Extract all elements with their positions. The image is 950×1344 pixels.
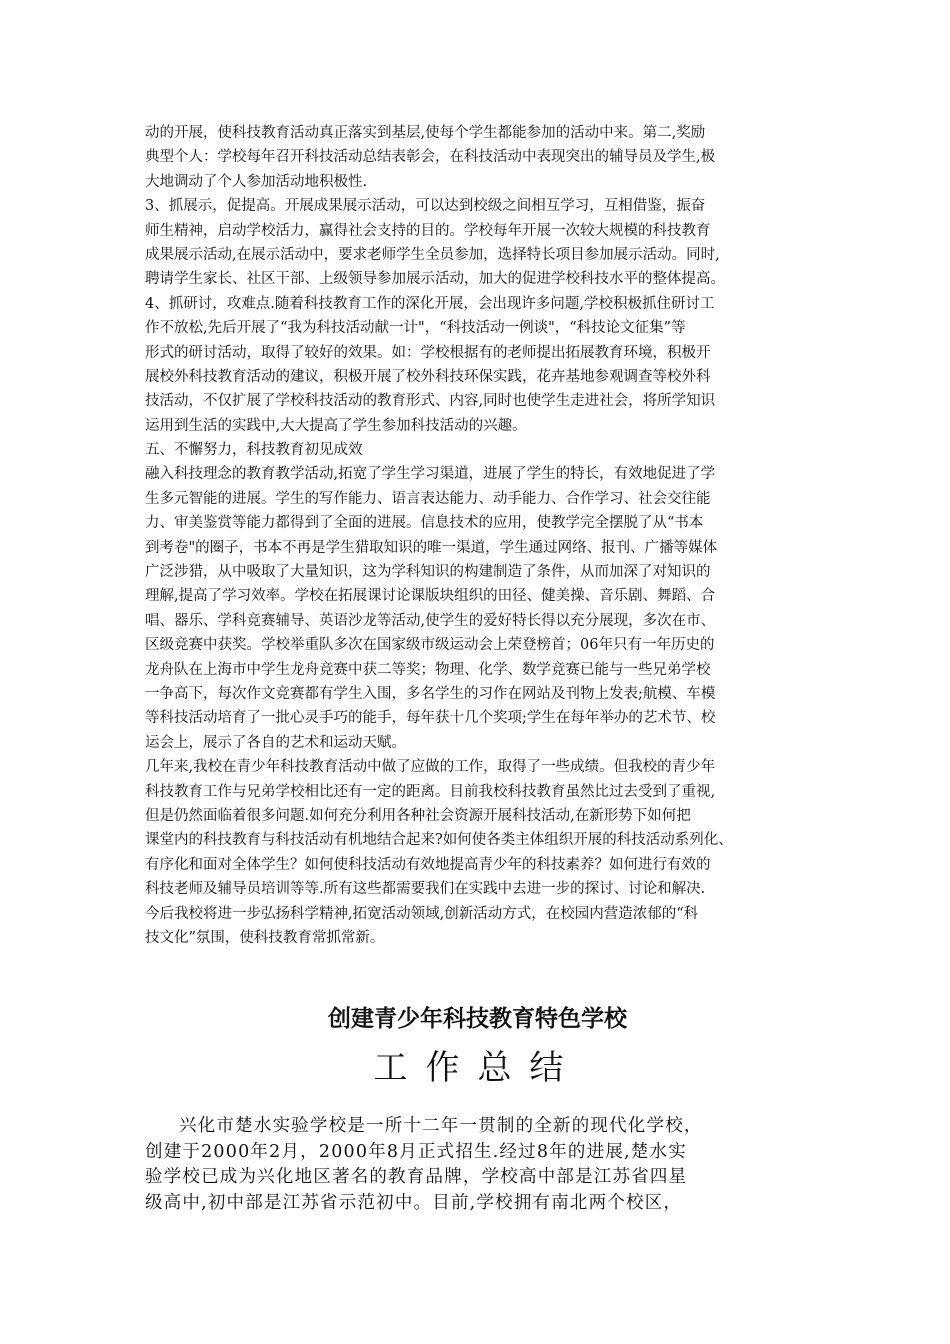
body-line: 形式的研讨活动，取得了较好的效果。如：学校根据有的老师提出拓展教育环境，积极开	[145, 344, 711, 361]
body-line: 课堂内的科技教育与科技活动有机地结合起来?如何使各类主体组织开展的科技活动系列化、	[145, 832, 733, 849]
body-line: 力、审美鉴赏等能力都得到了全面的进展。信息技术的应用，使教学完全摆脱了从“书本	[145, 515, 704, 532]
body-text	[145, 121, 810, 950]
body-line: 科技老师及辅导员培训等等.所有这些都需要我们在实践中去进一步的探讨、讨论和解决.	[145, 881, 706, 898]
intro-line: 级高中,初中部是江苏省示范初中。目前,学校拥有南北两个校区，	[145, 1192, 683, 1213]
document-subtitle: 工作总结	[373, 1048, 582, 1088]
body-line: 3、抓展示，促提高。开展成果展示活动，可以达到校级之间相互学习，互相借鉴，振奋	[145, 198, 706, 215]
body-line: 成果展示活动,在展示活动中，要求老师学生全员参加，选择特长项目参加展示活动。同时,	[145, 246, 720, 263]
body-line: 但是仍然面临着很多问题.如何充分利用各种社会资源开展科技活动,在新形势下如何把	[145, 807, 691, 824]
body-line: 今后我校将进一步弘扬科学精神,拓宽活动领域,创新活动方式，在校园内营造浓郁的“科	[145, 905, 699, 922]
body-line: 作不放松,先后开展了“我为科技活动献一计"，“科技活动一例谈"，“科技论文征集”等	[145, 320, 686, 337]
intro-line: 创建于2000年2月，2000年8月正式招生.经过8年的进展,楚水实	[145, 1141, 687, 1162]
intro-paragraph	[145, 1114, 815, 1216]
body-line: 龙舟队在上海市中学生龙舟竞赛中获二等奖；物理、化学、数学竞赛已能与一些兄弟学校	[145, 661, 711, 678]
body-line: 运用到生活的实践中,大大提高了学生参加科技活动的兴趣。	[145, 417, 527, 434]
body-line: 展校外科技教育活动的建议，积极开展了校外科技环保实践，花卉基地参观调查等校外科	[145, 368, 711, 385]
body-line: 动的开展，使科技教育活动真正落实到基层,使每个学生都能参加的活动中来。第二,奖励	[145, 125, 706, 141]
intro-line: 验学校已成为兴化地区著名的教育品牌，学校高中部是江苏省四星	[145, 1167, 688, 1187]
body-line: 融入科技理念的教育教学活动,拓宽了学生学习渠道，进展了学生的特长，有效地促进了学	[145, 466, 716, 483]
body-line: 技活动，不仅扩展了学校科技活动的教育形式、内容,同时也使学生走进社会，将所学知识	[145, 393, 716, 410]
body-line: 4、抓研讨，攻难点.随着科技教育工作的深化开展，会出现许多问题,学校积极抓住研讨工	[145, 295, 715, 312]
body-line: 师生精神，启动学校活力，赢得社会支持的目的。学校每年开展一次较大规模的科技教育	[145, 222, 711, 239]
section-heading: 五、不懈努力，科技教育初见成效	[145, 442, 363, 459]
body-line: 聘请学生家长、社区干部、上级领导参加展示活动，加大的促进学校科技水平的整体提高。	[145, 271, 725, 288]
body-line: 到考卷"的圈子，书本不再是学生猎取知识的唯一渠道，学生通过网络、报刊、广播等媒体	[145, 539, 718, 556]
body-line: 等科技活动培育了一批心灵手巧的能手，每年获十几个奖项;学生在每年举办的艺术节、校	[145, 710, 716, 727]
body-line: 唱、器乐、学科竞赛辅导、英语沙龙等活动,使学生的爱好特长得以充分展现，多次在市、	[145, 612, 716, 629]
body-line: 一争高下，每次作文竞赛都有学生入围，多名学生的习作在网站及刊物上发表;航模、车模	[145, 685, 716, 702]
body-line: 生多元智能的进展。学生的写作能力、语言表达能力、动手能力、合作学习、社会交往能	[145, 490, 711, 507]
body-line: 区级竞赛中获奖。学校举重队多次在国家级市级运动会上荣登榜首；06年只有一年历史的	[145, 637, 715, 654]
body-line: 有序化和面对全体学生？如何使科技活动有效地提高青少年的科技素养？如何进行有效的	[145, 856, 711, 873]
intro-line: 兴化市楚水实验学校是一所十二年一贯制的全新的现代化学校，	[179, 1116, 703, 1136]
body-line: 运会上，展示了各自的艺术和运动天赋。	[145, 734, 406, 751]
body-line: 科技教育工作与兄弟学校相比还有一定的距离。目前我校科技教育虽然比过去受到了重视,	[145, 783, 716, 800]
body-line: 理解,提高了学习效率。学校在拓展课讨论课版块组织的田径、健美操、音乐剧、舞蹈、合	[145, 588, 716, 605]
body-line: 大地调动了个人参加活动地积极性.	[145, 173, 368, 190]
body-line: 广泛涉猎，从中吸取了大量知识，这为学科知识的构建制造了条件，从而加深了对知识的	[145, 564, 711, 581]
body-line: 技文化”氛围，使科技教育常抓常新。	[145, 929, 385, 946]
body-line: 典型个人：学校每年召开科技活动总结表彰会，在科技活动中表现突出的辅导员及学生,极	[145, 149, 716, 166]
body-line: 几年来,我校在青少年科技教育活动中做了应做的工作，取得了一些成绩。但我校的青少年	[145, 759, 716, 776]
document-title: 创建青少年科技教育特色学校	[328, 1006, 627, 1032]
